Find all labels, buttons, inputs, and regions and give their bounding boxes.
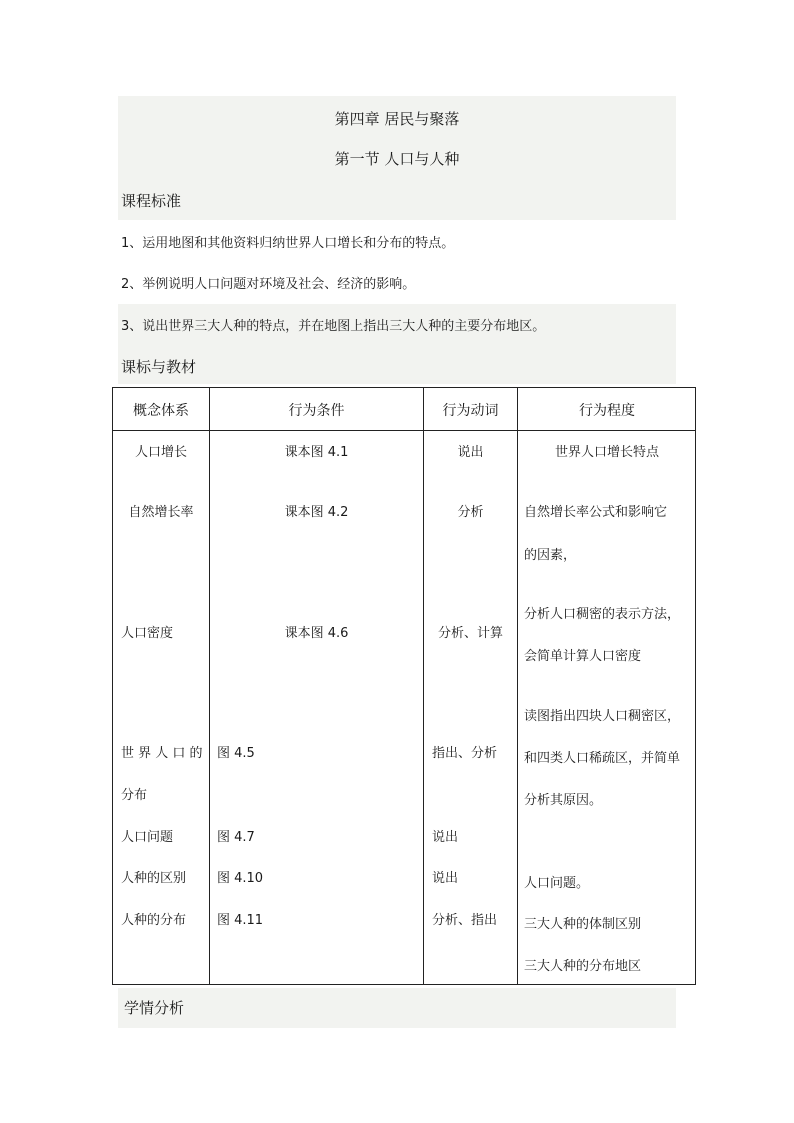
table-cell-degree: 自然增长率公式和影响它 — [524, 505, 668, 520]
table-cell-degree: 三大人种的分布地区 — [524, 959, 642, 974]
table-cell-condition: 图 4.10 — [217, 871, 264, 886]
standard-item-band — [118, 304, 676, 384]
table-cell-condition: 课本图 4.6 — [284, 626, 349, 641]
analysis-heading: 学情分析 — [124, 999, 185, 1017]
chapter-title: 第四章 居民与聚落 — [334, 110, 460, 128]
materials-heading: 课标与教材 — [121, 358, 197, 376]
table-cell-verb: 分析 — [457, 505, 484, 520]
standard-item-1: 1、运用地图和其他资料归纳世界人口增长和分布的特点。 — [121, 236, 455, 251]
table-cell-concept: 人口问题 — [121, 830, 174, 845]
table-cell-verb: 指出、分析 — [432, 746, 498, 761]
table-cell-condition: 图 4.11 — [217, 913, 264, 928]
table-cell-degree: 读图指出四块人口稠密区， — [524, 709, 681, 724]
table-cell-concept: 人口增长 — [134, 445, 187, 460]
table-cell-condition: 课本图 4.2 — [284, 505, 349, 520]
table-cell-verb: 分析、指出 — [432, 913, 498, 928]
table-cell-degree: 三大人种的体制区别 — [524, 917, 642, 932]
analysis-band — [118, 988, 676, 1028]
standard-item-2: 2、举例说明人口问题对环境及社会、经济的影响。 — [121, 277, 416, 292]
table-cell-condition: 课本图 4.1 — [284, 445, 349, 460]
table-cell-verb: 说出 — [432, 830, 459, 845]
table-cell-verb: 说出 — [457, 445, 484, 460]
table-cell-concept: 分布 — [121, 788, 148, 803]
table-cell-degree: 分析其原因。 — [524, 793, 603, 808]
table-cell-degree: 的因素， — [524, 548, 577, 563]
table-cell-concept: 世 界 人 口 的 — [121, 746, 203, 761]
table-cell-condition: 图 4.5 — [217, 746, 255, 761]
materials-table — [112, 387, 696, 985]
standards-heading: 课程标准 — [121, 192, 182, 210]
column-header-condition: 行为条件 — [288, 403, 345, 419]
table-cell-degree: 分析人口稠密的表示方法， — [524, 607, 681, 622]
table-cell-verb: 说出 — [432, 871, 459, 886]
column-header-degree: 行为程度 — [579, 403, 635, 419]
column-header-concept: 概念体系 — [133, 403, 189, 419]
table-cell-concept: 人种的分布 — [121, 913, 187, 928]
standard-item-3: 3、说出世界三大人种的特点，并在地图上指出三大人种的主要分布地区。 — [121, 319, 546, 334]
table-cell-degree: 人口问题。 — [524, 876, 590, 891]
table-cell-degree: 世界人口增长特点 — [554, 445, 659, 460]
table-cell-degree: 会简单计算人口密度 — [524, 649, 642, 664]
table-cell-concept: 人口密度 — [121, 626, 174, 641]
table-cell-degree: 和四类人口稀疏区，并简单 — [524, 751, 681, 766]
table-cell-concept: 人种的区别 — [121, 871, 187, 886]
section-title: 第一节 人口与人种 — [334, 150, 460, 168]
table-cell-condition: 图 4.7 — [217, 830, 255, 845]
table-cell-verb: 分析、计算 — [437, 626, 503, 641]
column-header-verb: 行为动词 — [442, 403, 499, 419]
table-cell-concept: 自然增长率 — [128, 505, 194, 520]
